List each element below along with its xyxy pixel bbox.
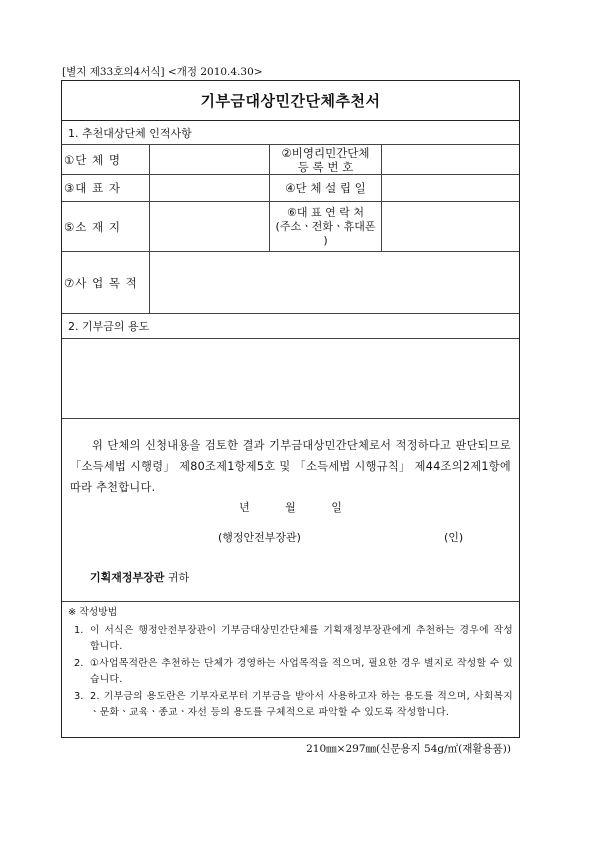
instructions-heading: ※ 작성방법 bbox=[68, 607, 118, 618]
established-label: ④단 체 설 립 일 bbox=[269, 175, 381, 201]
instruction-item bbox=[68, 623, 513, 656]
contact-label-line1: ⑥대 표 연 락 처 bbox=[287, 205, 364, 219]
row-location bbox=[62, 201, 519, 251]
declaration-text: 위 단체의 신청내용을 검토한 결과 기부금대상민간단체로서 적정하다고 판단되므로 「소득세법 시행령」 제80조제1항제5호 및 「소득세법 시행규칙」 제44조의2제1항에 따라 추천합니다. bbox=[70, 439, 511, 494]
nonprofit-reg-label bbox=[269, 145, 381, 174]
form-reference-note: [별지 제33호의4서식] <개정 2010.4.30> bbox=[62, 66, 263, 78]
contact-label-line2: (주소ㆍ전화ㆍ휴대폰 bbox=[275, 219, 376, 233]
instruction-item bbox=[68, 689, 513, 722]
form-title: 기부금대상민간단체추천서 bbox=[62, 81, 519, 121]
declaration-text-wrap bbox=[62, 419, 519, 498]
row-representative bbox=[62, 174, 519, 201]
row-org-name bbox=[62, 144, 519, 174]
section1-heading: 1. 추천대상단체 인적사항 bbox=[68, 126, 192, 140]
contact-label-line3: ) bbox=[323, 233, 328, 247]
representative-field[interactable] bbox=[149, 175, 269, 201]
writing-instructions bbox=[62, 601, 519, 737]
donation-use-field[interactable] bbox=[62, 338, 519, 418]
row-purpose bbox=[62, 251, 519, 313]
established-field[interactable] bbox=[381, 175, 519, 201]
org-name-field[interactable] bbox=[149, 145, 269, 174]
org-name-label: ①단 체 명 bbox=[64, 152, 121, 167]
purpose-field[interactable] bbox=[149, 252, 519, 313]
instruction-text: 2. 기부금의 용도란은 기부자로부터 기부금을 받아서 사용하고자 하는 용도를 적으며, 사회복지ㆍ문화ㆍ교육ㆍ종교ㆍ자선 등의 용도를 구체적으로 파악할 수 있도록 작성합니다. bbox=[90, 690, 513, 718]
representative-label: ③대 표 자 bbox=[64, 181, 121, 195]
contact-label bbox=[269, 202, 381, 251]
addressee bbox=[90, 569, 189, 585]
section2-heading: 2. 기부금의 용도 bbox=[62, 313, 519, 338]
paper-spec-note: 210㎜×297㎜(신문용지 54g/㎡(재활용품)) bbox=[306, 743, 511, 755]
purpose-label: ⑦사 업 목 적 bbox=[64, 275, 138, 290]
instruction-item bbox=[68, 656, 513, 689]
ministry-signatory: (행정안전부장관) bbox=[218, 531, 301, 544]
location-label: ⑤소 재 지 bbox=[64, 219, 121, 234]
seal-mark: (인) bbox=[444, 531, 464, 544]
instruction-number: 3. bbox=[74, 690, 84, 702]
contact-field[interactable] bbox=[381, 202, 519, 251]
addressee-name: 기획재정부장관 bbox=[90, 571, 165, 584]
recommendation-form bbox=[61, 80, 520, 738]
instruction-number: 2. bbox=[74, 657, 84, 669]
instruction-number: 1. bbox=[74, 624, 84, 636]
instruction-text: 이 서식은 행정안전부장관이 기부금대상민간단체를 기획재정부장관에게 추천하는 경우에 작성합니다. bbox=[90, 624, 513, 652]
instruction-text: ①사업목적란은 추천하는 단체가 경영하는 사업목적을 적으며, 필요한 경우 별지로 작성할 수 있습니다. bbox=[90, 657, 513, 685]
nonprofit-reg-field[interactable] bbox=[381, 145, 519, 174]
nonprofit-reg-label-line1: ②비영리민간단체 bbox=[281, 145, 370, 160]
addressee-suffix: 귀하 bbox=[164, 571, 190, 584]
date-line: 년 월 일 bbox=[239, 501, 342, 514]
declaration-block bbox=[62, 418, 519, 601]
nonprofit-reg-label-line2: 등 록 번 호 bbox=[297, 159, 354, 174]
location-field[interactable] bbox=[149, 202, 269, 251]
